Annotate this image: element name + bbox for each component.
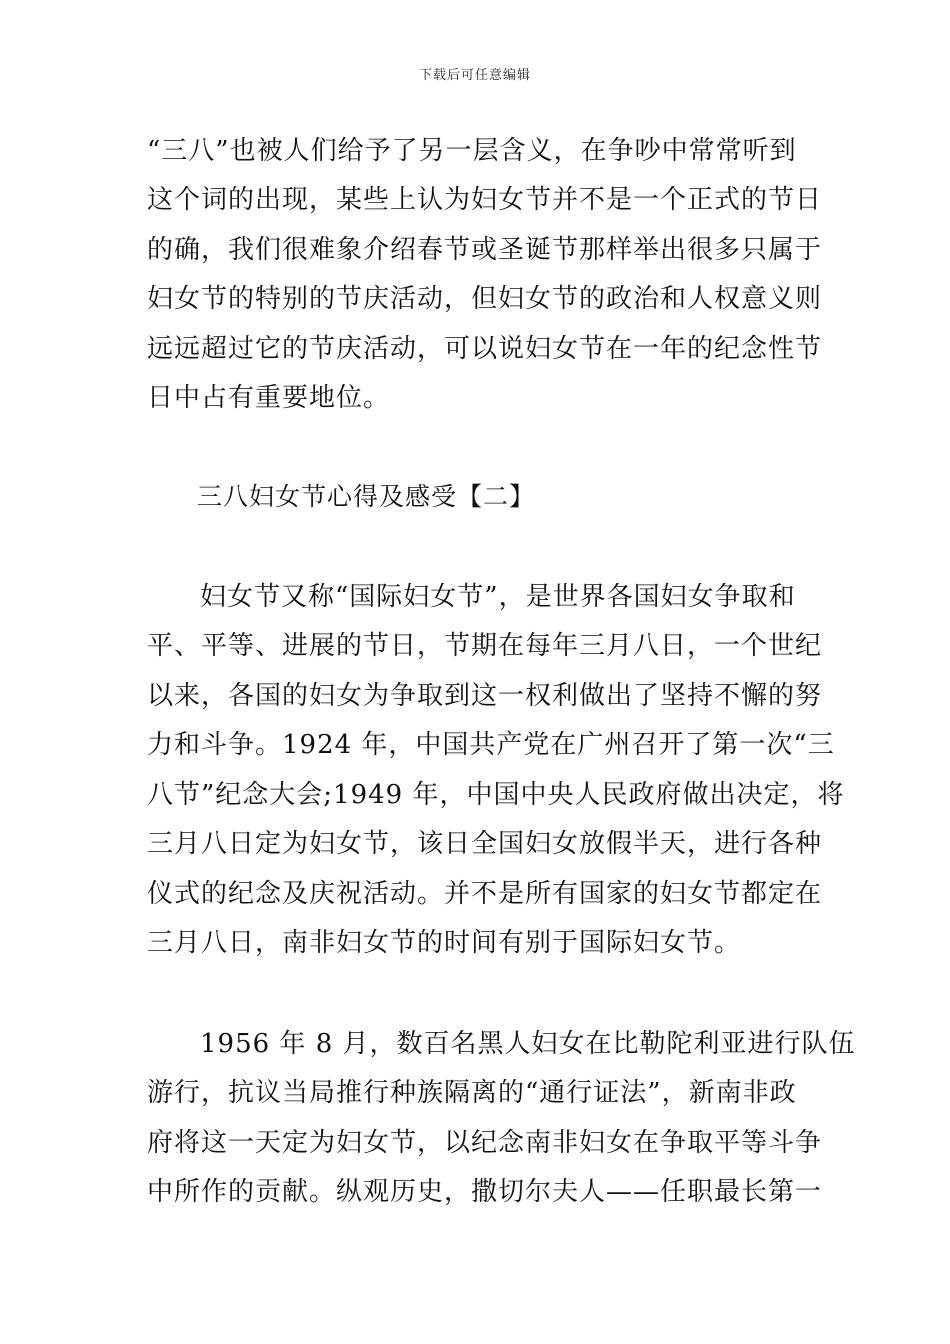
paragraph-line: 府将这一天定为妇女节，以纪念南非妇女在争取平等斗争 [147, 1128, 823, 1158]
paragraph-line: “三八”也被人们给予了另一层含义，在争吵中常常听到 [147, 136, 797, 166]
paragraph-line: 妇女节的特别的节庆活动，但妇女节的政治和人权意义则 [147, 284, 823, 314]
page-header: 下载后可任意编辑 [418, 68, 531, 83]
paragraph-line: 平、平等、进展的节日，节期在每年三月八日，一个世纪 [147, 631, 823, 661]
paragraph-line: 力和斗争。1924 年，中国共产党在广州召开了第一次“三 [147, 730, 835, 760]
paragraph-line: 远远超过它的节庆活动，可以说妇女节在一年的纪念性节 [147, 334, 823, 364]
paragraph-line: 三月八日定为妇女节，该日全国妇女放假半天，进行各种 [147, 829, 823, 859]
paragraph-line: 三月八日，南非妇女节的时间有别于国际妇女节。 [147, 928, 742, 958]
paragraph-line: 游行，抗议当局推行种族隔离的“通行证法”，新南非政 [147, 1078, 797, 1108]
paragraph-line: 仪式的纪念及庆祝活动。并不是所有国家的妇女节都定在 [147, 879, 823, 909]
paragraph-line: 八节”纪念大会;1949 年，中国中央人民政府做出决定，将 [147, 780, 845, 810]
section-heading: 三八妇女节心得及感受【二】 [197, 482, 536, 511]
paragraph-line: 日中占有重要地位。 [147, 383, 391, 413]
paragraph-line: 这个词的出现，某些上认为妇女节并不是一个正式的节日 [147, 185, 823, 215]
paragraph-line: 的确，我们很难象介绍春节或圣诞节那样举出很多只属于 [147, 235, 823, 265]
paragraph-line: 妇女节又称“国际妇女节”，是世界各国妇女争取和 [200, 582, 796, 612]
paragraph-line: 以来，各国的妇女为争取到这一权利做出了坚持不懈的努 [147, 681, 823, 711]
paragraph-line: 中所作的贡献。纵观历史，撒切尔夫人——任职最长第一 [147, 1177, 823, 1207]
paragraph-line: 1956 年 8 月，数百名黑人妇女在比勒陀利亚进行队伍 [200, 1029, 856, 1059]
